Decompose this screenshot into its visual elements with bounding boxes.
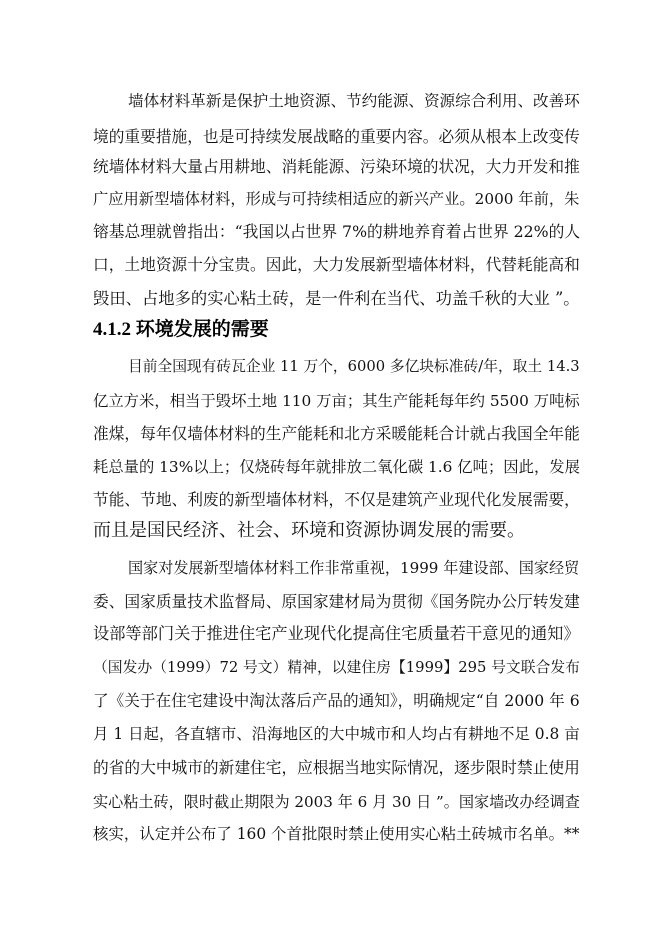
paragraph-3-line-6: 月 1 日起，各直辖市、沿海地区的大中城市和人均占有耕地不足 0.8 亩 bbox=[93, 725, 580, 743]
paragraph-3-line-5: 了《关于在住宅建设中淘汰落后产品的通知》，明确规定“自 2000 年 6 bbox=[93, 691, 580, 710]
paragraph-3-line-1: 国家对发展新型墙体材料工作非常重视，1999 年建设部、国家经贸 bbox=[128, 559, 580, 577]
paragraph-3-line-9: 核实，认定并公布了 160 个首批限时禁止使用实心粘土砖城市名单。** bbox=[93, 825, 580, 843]
paragraph-1-line-2: 境的重要措施，也是可持续发展战略的重要内容。必须从根本上改变传 bbox=[93, 127, 580, 146]
paragraph-2-line-3: 准煤，每年仅墙体材料的生产能耗和北方采暖能耗合计就占我国全年能 bbox=[93, 424, 580, 443]
paragraph-1-line-1: 墙体材料革新是保护土地资源、节约能源、资源综合利用、改善环 bbox=[128, 92, 580, 110]
paragraph-3-line-4: （国发办（1999）72 号文）精神，以建住房【1999】295 号文联合发布 bbox=[93, 659, 580, 676]
paragraph-1-line-7: 毁田、占地多的实心粘土砖，是一件利在当代、功盖千秋的大业 ”。 bbox=[93, 289, 580, 308]
paragraph-1-line-4: 广应用新型墙体材料，形成与可持续相适应的新兴产业。2000 年前，朱 bbox=[93, 190, 580, 208]
section-heading: 4.1.2 环境发展的需要 bbox=[93, 319, 269, 340]
paragraph-2-line-1: 目前全国现有砖瓦企业 11 万个，6000 多亿块标准砖/年，取土 14.3 bbox=[128, 358, 580, 375]
paragraph-2-line-6: 而且是国民经济、社会、环境和资源协调发展的需要。 bbox=[93, 520, 525, 541]
paragraph-2-line-2: 亿立方米，相当于毁坏土地 110 万亩；其生产能耗每年约 5500 万吨标 bbox=[93, 392, 580, 410]
paragraph-2-line-4: 耗总量的 13%以上；仅烧砖每年就排放二氧化碳 1.6 亿吨；因此，发展 bbox=[93, 458, 580, 476]
paragraph-1-line-5: 镕基总理就曾指出：“我国以占世界 7%的耕地养育着占世界 22%的人 bbox=[93, 222, 581, 241]
paragraph-1-line-3: 统墙体材料大量占用耕地、消耗能源、污染环境的状况，大力开发和推 bbox=[93, 157, 580, 176]
paragraph-3-line-8: 实心粘土砖，限时截止期限为 2003 年 6 月 30 日 ”。国家墙改办经调查 bbox=[93, 793, 580, 811]
paragraph-1-line-6: 口，土地资源十分宝贵。因此，大力发展新型墙体材料，代替耗能高和 bbox=[93, 255, 580, 274]
paragraph-3-line-2: 委、国家质量技术监督局、原国家建材局为贯彻《国务院办公厅转发建 bbox=[93, 592, 580, 611]
paragraph-3-line-3: 设部等部门关于推进住宅产业现代化提高住宅质量若干意见的通知》 bbox=[93, 624, 580, 643]
paragraph-3-line-7: 的省的大中城市的新建住宅，应根据当地实际情况，逐步限时禁止使用 bbox=[93, 758, 580, 777]
paragraph-2-line-5: 节能、节地、利废的新型墙体材料，不仅是建筑产业现代化发展需要， bbox=[93, 490, 580, 509]
